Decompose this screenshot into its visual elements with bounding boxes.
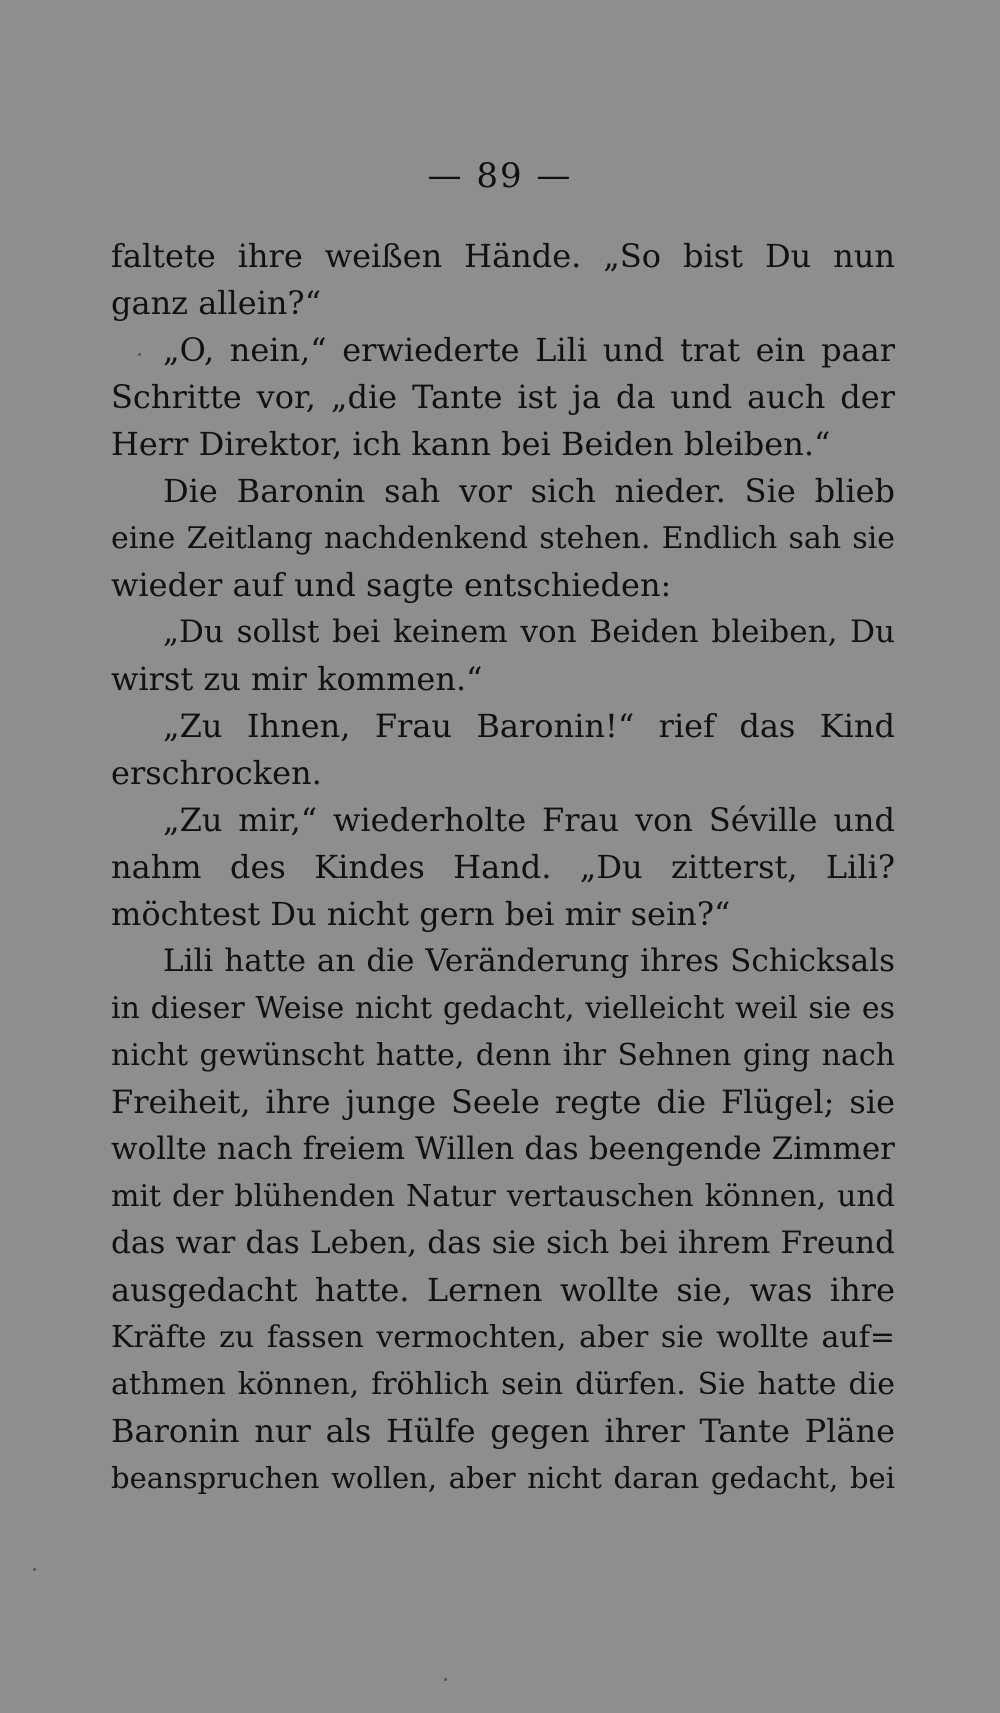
text-line: ausgedacht hatte. Lernen wollte sie, was ihre bbox=[111, 1271, 895, 1309]
text-line: „Zu Ihnen, Frau Baronin!“ rief das Kind bbox=[163, 707, 895, 745]
text-line: „Du sollst bei keinem von Beiden bleiben, Du bbox=[163, 614, 895, 650]
text-line: Baronin nur als Hülfe gegen ihrer Tante Pläne bbox=[111, 1412, 895, 1450]
text-line: Herr Direktor, ich kann bei Beiden bleiben.“ bbox=[111, 425, 831, 463]
page-number: — 89 — bbox=[427, 156, 573, 196]
paper-speck bbox=[33, 1568, 36, 1571]
text-line: mit der blühenden Natur vertauschen können, und bbox=[111, 1179, 895, 1214]
text-line: wollte nach freiem Willen das beengende Zimmer bbox=[111, 1131, 895, 1167]
text-line: eine Zeitlang nachdenkend stehen. Endlich sah sie bbox=[111, 521, 895, 556]
text-line: „O, nein,“ erwiederte Lili und trat ein paar bbox=[163, 331, 895, 369]
text-line: athmen können, fröhlich sein dürfen. Sie hatte die bbox=[111, 1367, 895, 1402]
text-line: Kräfte zu fassen vermochten, aber sie wollte auf= bbox=[111, 1320, 895, 1355]
text-line: Freiheit, ihre junge Seele regte die Flügel; sie bbox=[111, 1083, 895, 1121]
paper-speck bbox=[138, 353, 141, 356]
text-line: Schritte vor, „die Tante ist ja da und auch der bbox=[111, 378, 895, 416]
text-line: nahm des Kindes Hand. „Du zitterst, Lili? bbox=[111, 848, 895, 886]
text-line: beanspruchen wollen, aber nicht daran gedacht, bei bbox=[111, 1461, 895, 1495]
text-line: das war das Leben, das sie sich bei ihrem Freund bbox=[111, 1225, 895, 1261]
text-line: möchtest Du nicht gern bei mir sein?“ bbox=[111, 895, 731, 933]
text-line: Die Baronin sah vor sich nieder. Sie blieb bbox=[163, 472, 895, 510]
text-line: erschrocken. bbox=[111, 754, 322, 792]
text-line: nicht gewünscht hatte, denn ihr Sehnen ging nach bbox=[111, 1038, 895, 1073]
body-text bbox=[111, 233, 895, 1502]
text-line: faltete ihre weißen Hände. „So bist Du nun bbox=[111, 237, 895, 275]
text-line: „Zu mir,“ wiederholte Frau von Séville und bbox=[163, 801, 895, 839]
text-line: wieder auf und sagte entschieden: bbox=[111, 566, 672, 604]
text-line: in dieser Weise nicht gedacht, vielleicht weil sie es bbox=[111, 991, 895, 1026]
text-line: Lili hatte an die Veränderung ihres Schicksals bbox=[163, 943, 895, 979]
text-line: ganz allein?“ bbox=[111, 284, 322, 322]
paper-speck bbox=[444, 1678, 447, 1681]
text-line: wirst zu mir kommen.“ bbox=[111, 660, 483, 698]
